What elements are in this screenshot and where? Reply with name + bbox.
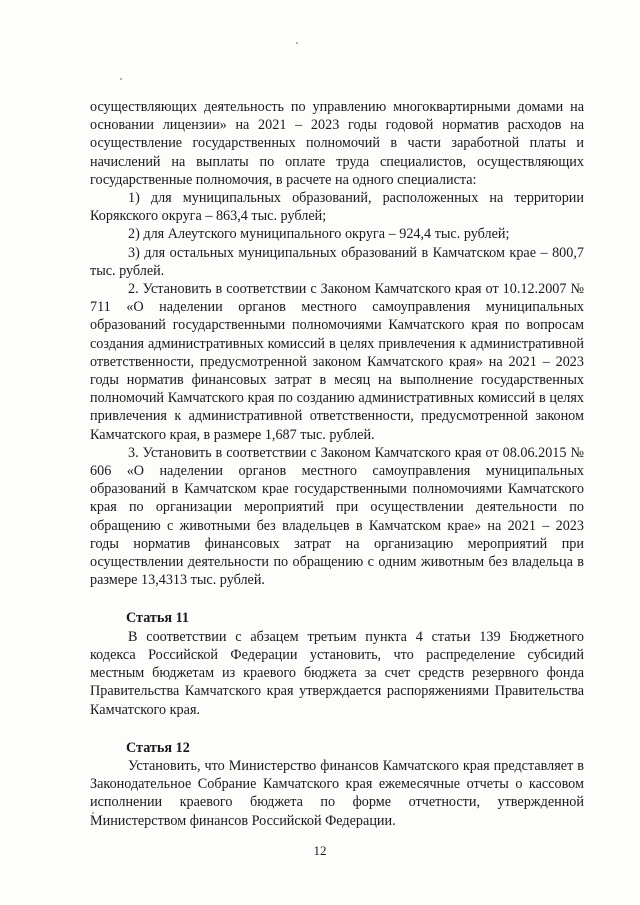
article-11-text: В соответствии с абзацем третьим пункта 4 статьи 139 Бюджетного кодекса Российской Федерации установить, что распределение субсидий местным бюджетам из краевого бюджета за счет средств резервного фонда Правительства Камчатского края утверждается распоряжениями Правительства Камчатского края. — [90, 628, 584, 718]
scan-speck — [120, 78, 122, 80]
list-item-2: 2) для Алеутского муниципального округа – 924,4 тыс. рублей; — [128, 226, 510, 243]
page-number: 12 — [313, 843, 327, 858]
paragraph-3: 3. Установить в соответствии с Законом Камчатского края от 08.06.2015 № 606 «О наделении органов местного самоуправления муниципальных образований в Камчатском крае государственными полномочиями Камчатского края по организации мероприятий при осуществлении деятельности по обращению с животными без владельцев в Камчатском крае» на 2021 – 2023 годы норматив финансовых затрат на организацию мероприятий при осуществлении деятельности по обращению с одним животным без владельца в размере 13,4313 тыс. рублей. — [90, 444, 584, 589]
list-item-3: 3) для остальных муниципальных образований в Камчатском крае – 800,7 тыс. рублей. — [90, 244, 584, 279]
article-12-title: Статья 12 — [126, 739, 190, 756]
article-11-title: Статья 11 — [126, 610, 190, 627]
list-item-1: 1) для муниципальных образований, расположенных на территории Корякского округа – 863,4 тыс. рублей; — [90, 190, 584, 225]
article-12-text: Установить, что Министерство финансов Камчатского края представляет в Законодательное Собрание Камчатского края ежемесячные отчеты о кассовом исполнении краевого бюджета по форме отчетности, утвержденной Министерством финансов Российской Федерации. — [90, 757, 584, 829]
scan-speck — [296, 42, 298, 44]
paragraph-continuation: осуществляющих деятельность по управлению многоквартирными домами на основании лицензии» на 2021 – 2023 годы годовой норматив расходов на осуществление государственных полномочий в части заработной платы и начислений на выплаты по оплате труда специалистов, осуществляющих государственные полномочия, в расчете на одного специалиста: — [90, 99, 584, 188]
document-body — [90, 98, 584, 830]
paragraph-2: 2. Установить в соответствии с Законом Камчатского края от 10.12.2007 № 711 «О наделении органов местного самоуправления муниципальных образований государственными полномочиями Камчатского края по вопросам создания административных комиссий в целях привлечения к административной ответственности, предусмотренной законом Камчатского края» на 2021 – 2023 годы норматив финансовых затрат в месяц на выполнение государственных полномочий Камчатского края по созданию административных комиссий в целях привлечения к административной ответственности, предусмотренной законом Камчатского края, в размере 1,687 тыс. рублей. — [90, 281, 584, 443]
